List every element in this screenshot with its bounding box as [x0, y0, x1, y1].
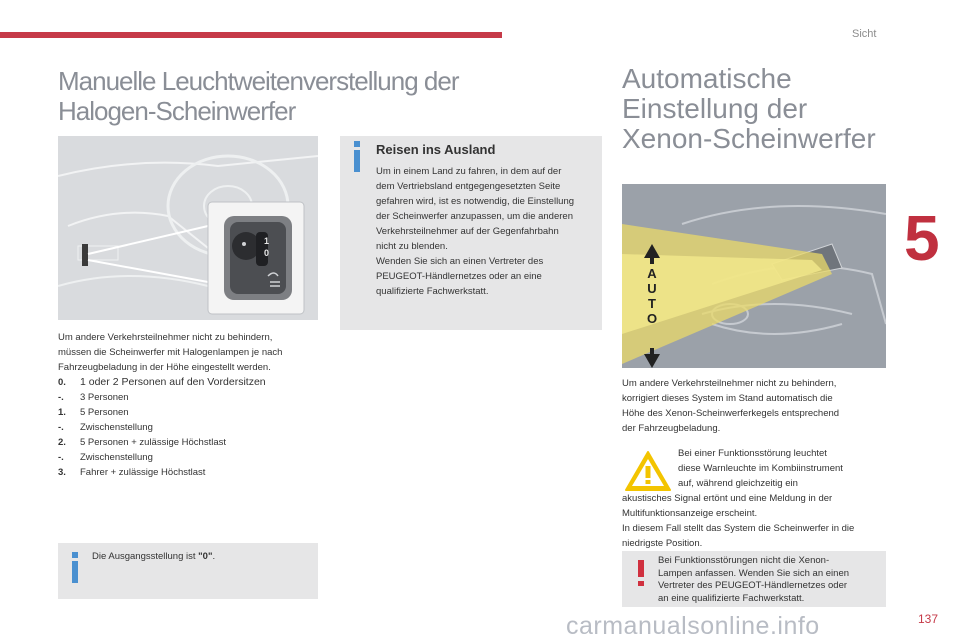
position-text: 1 oder 2 Personen auf den Vordersitzen — [80, 376, 266, 388]
xenon-alert-box — [622, 551, 886, 607]
position-key: -. — [58, 392, 64, 403]
dashboard-illustration — [58, 136, 318, 320]
right-heading — [622, 64, 922, 154]
note-suffix: . — [212, 551, 216, 562]
malfunction-line: akustisches Signal ertönt und eine Meldung in der — [622, 493, 833, 504]
xenon-body-line: der Fahrzeugbeladung. — [622, 423, 721, 434]
xenon-body-text — [622, 376, 888, 436]
auto-letter: T — [648, 296, 656, 311]
travel-box-line: nicht zu blenden. — [376, 241, 448, 252]
left-heading — [58, 66, 498, 126]
knob-label-one: 1 — [264, 236, 270, 246]
info-icon — [354, 150, 360, 172]
xenon-body-line: Höhe des Xenon-Scheinwerferkegels entsprechend — [622, 408, 840, 419]
malfunction-line: auf, während gleichzeitig ein — [678, 478, 798, 489]
position-list — [58, 375, 320, 480]
travel-box-line: qualifizierte Fachwerkstatt. — [376, 286, 489, 297]
right-heading-line3: Xenon-Scheinwerfer — [622, 123, 876, 154]
alert-line: an eine qualifizierte Fachwerkstatt. — [658, 592, 805, 604]
knob-label-zero: 0 — [264, 248, 270, 258]
position-row — [58, 390, 320, 405]
travel-box-text — [376, 164, 598, 299]
car-front-illustration — [622, 184, 886, 368]
malfunction-text — [622, 446, 888, 551]
position-key: -. — [58, 422, 64, 433]
position-key: -. — [58, 452, 64, 463]
travel-box-title: Reisen ins Ausland — [376, 142, 496, 157]
malfunction-line: In diesem Fall stellt das System die Scheinwerfer in die — [622, 523, 855, 534]
position-row — [58, 435, 320, 450]
page-number: 137 — [918, 612, 939, 626]
position-key: 3. — [58, 467, 66, 478]
top-accent-bar — [0, 32, 502, 38]
xenon-body-line: korrigiert dieses System im Stand automatisch die — [622, 393, 833, 404]
halogen-intro-line: Um andere Verkehrsteilnehmer nicht zu behindern, — [58, 332, 273, 343]
right-heading-line2: Einstellung der — [622, 93, 808, 124]
auto-letter: O — [646, 311, 658, 326]
position-row — [58, 450, 320, 465]
left-heading-line2: Halogen-Scheinwerfer — [58, 96, 296, 126]
travel-box-line: dem Vertriebsland entgegengesetzten Seite — [376, 181, 561, 192]
malfunction-line: Bei einer Funktionsstörung leuchtet — [678, 448, 827, 459]
position-row — [58, 375, 320, 390]
dashboard-photo — [58, 136, 318, 320]
note-text — [92, 549, 312, 564]
travel-box-line: der Scheinwerfer anzupassen, um die anderen — [376, 211, 573, 222]
travel-box-line: Wenden Sie sich an einen Vertreter des — [376, 256, 544, 267]
info-icon — [72, 561, 78, 583]
halogen-intro-line: müssen die Scheinwerfer mit Halogenlampen je nach — [58, 347, 283, 358]
position-text: 3 Personen — [80, 392, 129, 403]
position-row — [58, 465, 320, 480]
travel-abroad-box — [340, 136, 602, 330]
note-value: "0" — [198, 551, 213, 562]
auto-letter: U — [647, 281, 657, 296]
alert-line: Vertreter des PEUGEOT-Händlernetzes oder — [658, 580, 848, 591]
alert-line: Bei Funktionsstörungen nicht die Xenon- — [658, 555, 830, 566]
watermark: carmanualsonline.info — [566, 612, 820, 640]
malfunction-line: Multifunktionsanzeige erscheint. — [622, 508, 758, 519]
auto-letter: A — [647, 266, 657, 281]
xenon-body-line: Um andere Verkehrsteilnehmer nicht zu behindern, — [622, 378, 837, 389]
xenon-alert-text — [658, 555, 882, 605]
initial-position-note — [58, 543, 318, 599]
left-heading-line1: Manuelle Leuchtweitenverstellung der — [58, 66, 459, 96]
travel-box-line: Um in einem Land zu fahren, in dem auf der — [376, 166, 562, 177]
xenon-headlight-photo — [622, 184, 886, 368]
halogen-intro-line: Fahrzeugbeladung in der Höhe eingestellt werden. — [58, 362, 271, 373]
position-row — [58, 420, 320, 435]
right-heading-line1: Automatische — [622, 63, 792, 94]
position-text: Zwischenstellung — [80, 452, 153, 463]
section-label: Sicht — [852, 28, 877, 40]
position-text: Zwischenstellung — [80, 422, 153, 433]
chapter-number: 5 — [904, 202, 940, 274]
note-prefix: Die Ausgangsstellung ist — [92, 551, 199, 562]
travel-box-line: PEUGEOT-Händlernetzes oder an eine — [376, 271, 542, 282]
position-key: 0. — [58, 377, 66, 388]
position-text: 5 Personen — [80, 407, 129, 418]
travel-box-line: Verkehrsteilnehmer auf der Gegenfahrbahn — [376, 226, 559, 237]
halogen-intro — [58, 330, 320, 375]
position-row — [58, 405, 320, 420]
position-text: Fahrer + zulässige Höchstlast — [80, 467, 206, 478]
malfunction-line: niedrigste Position. — [622, 538, 703, 549]
position-text: 5 Personen + zulässige Höchstlast — [80, 437, 227, 448]
position-key: 2. — [58, 437, 66, 448]
alert-line: Lampen anfassen. Wenden Sie sich an einen — [658, 567, 850, 579]
up-down-arrow-icon — [644, 244, 660, 368]
malfunction-line: diese Warnleuchte im Kombiinstrument — [678, 463, 843, 474]
exclamation-icon — [638, 560, 644, 577]
position-key: 1. — [58, 407, 66, 418]
travel-box-line: gefahren wird, ist es notwendig, die Einstellung — [376, 196, 575, 207]
